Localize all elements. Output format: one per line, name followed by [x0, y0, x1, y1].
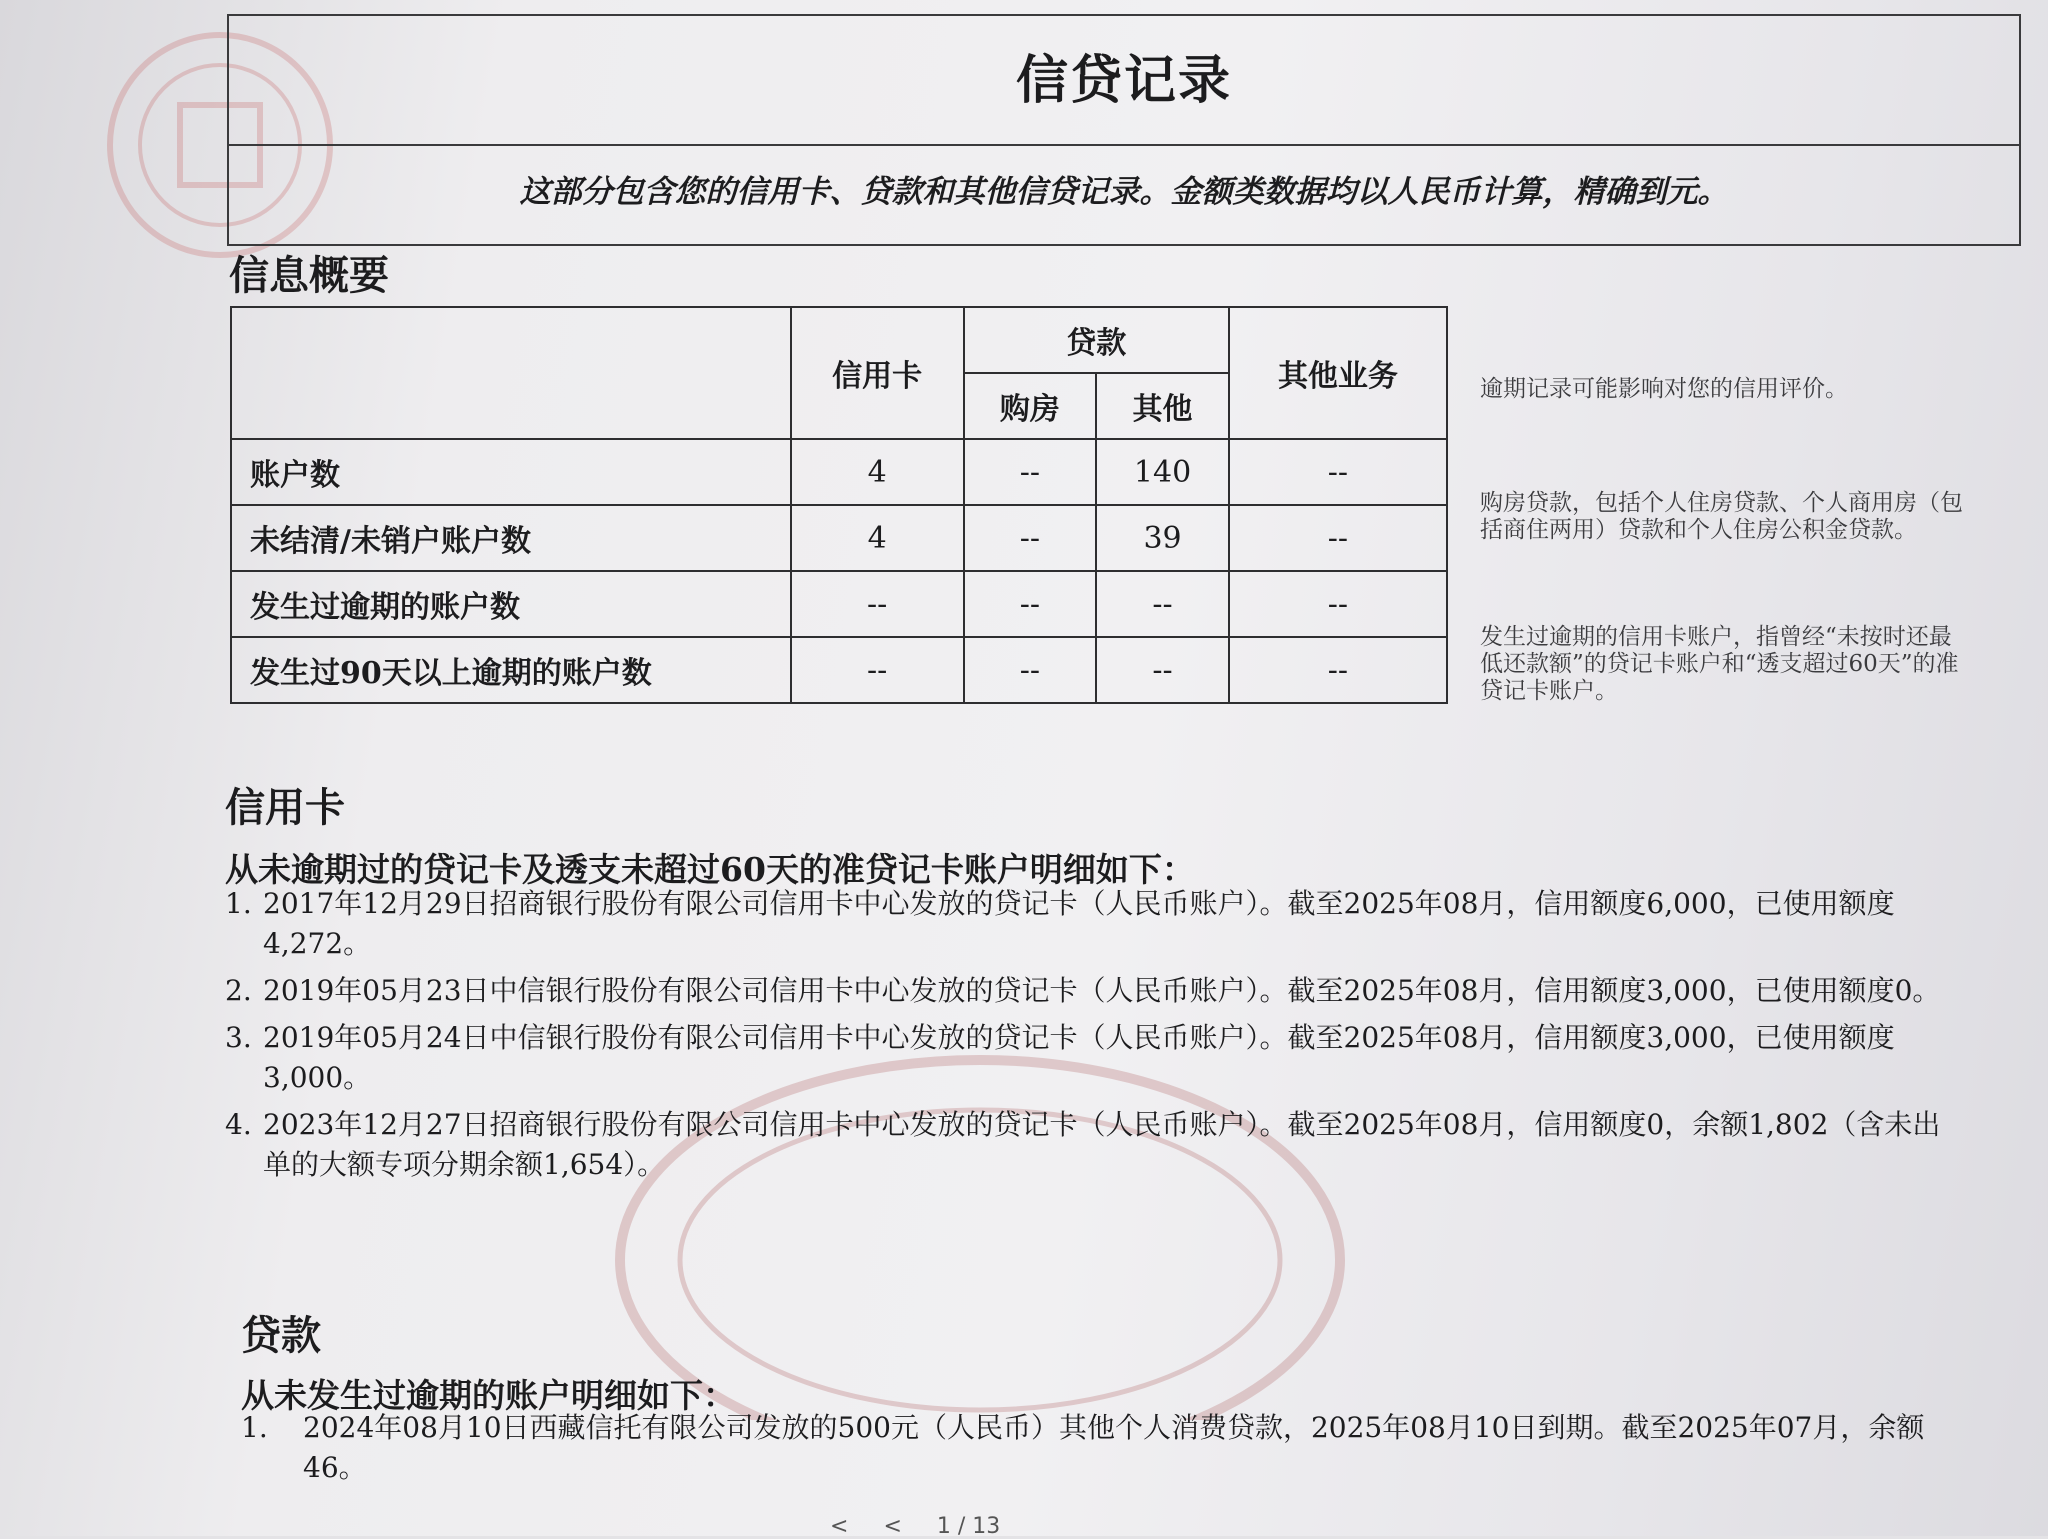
list-item — [225, 971, 1955, 1011]
table-row — [231, 637, 1447, 703]
cell-other-business: -- — [1229, 439, 1447, 505]
note-overdue-card: 发生过逾期的信用卡账户，指曾经“未按时还最低还款额”的贷记卡账户和“透支超过60天”的准贷记卡账户。 — [1480, 624, 1959, 704]
cell-housing: -- — [964, 637, 1097, 703]
item-number: 2. — [225, 974, 252, 1007]
item-number: 1. — [225, 887, 252, 920]
corner-cell — [231, 307, 791, 439]
loan-heading: 贷款 — [241, 1313, 321, 1359]
note-housing-loan: 购房贷款，包括个人住房贷款、个人商用房（包括商住两用）贷款和个人住房公积金贷款。 — [1480, 490, 1963, 543]
loan-list — [241, 1408, 1961, 1495]
cell-housing: -- — [964, 505, 1097, 571]
cell-other-business: -- — [1229, 571, 1447, 637]
title-divider — [229, 144, 2019, 146]
col-other-business: 其他业务 — [1229, 307, 1447, 439]
row-label: 发生过90天以上逾期的账户数 — [231, 637, 791, 703]
cell-other: 39 — [1096, 505, 1229, 571]
loan-subheading: 从未发生过逾期的账户明细如下： — [241, 1376, 736, 1415]
cell-other: -- — [1096, 637, 1229, 703]
item-text: 2019年05月23日中信银行股份有限公司信用卡中心发放的贷记卡（人民币账户）。截至2025年08月，信用额度3,000，已使用额度0。 — [263, 974, 1941, 1007]
list-item — [225, 1018, 1955, 1098]
col-housing: 购房 — [964, 373, 1097, 439]
cell-credit-card: -- — [791, 571, 964, 637]
summary-heading: 信息概要 — [229, 253, 389, 299]
list-item — [225, 884, 1955, 964]
col-loan: 贷款 — [964, 307, 1229, 373]
cell-other: -- — [1096, 571, 1229, 637]
col-other: 其他 — [1096, 373, 1229, 439]
item-number: 1. — [241, 1411, 268, 1444]
item-number: 3. — [225, 1021, 252, 1054]
credit-card-subheading: 从未逾期过的贷记卡及透支未超过60天的准贷记卡账户明细如下： — [225, 850, 1195, 889]
table-header-row — [231, 307, 1447, 373]
item-text: 2017年12月29日招商银行股份有限公司信用卡中心发放的贷记卡（人民币账户）。截至2025年08月，信用额度6,000，已使用额度4,272。 — [263, 887, 1895, 960]
page-indicator[interactable]: 1 / 13 — [936, 1514, 1001, 1539]
note-overdue: 逾期记录可能影响对您的信用评价。 — [1480, 376, 1848, 402]
page-subtitle: 这部分包含您的信用卡、贷款和其他信贷记录。金额类数据均以人民币计算，精确到元。 — [519, 174, 1729, 210]
cell-other-business: -- — [1229, 637, 1447, 703]
title-box — [227, 14, 2021, 246]
list-item — [225, 1105, 1955, 1185]
list-item — [241, 1408, 1961, 1488]
prev-button[interactable]: < — [883, 1514, 902, 1539]
table-row — [231, 505, 1447, 571]
cell-other-business: -- — [1229, 505, 1447, 571]
row-label: 发生过逾期的账户数 — [231, 571, 791, 637]
prev-page-button[interactable]: < — [830, 1514, 849, 1539]
item-text: 2023年12月27日招商银行股份有限公司信用卡中心发放的贷记卡（人民币账户）。截至2025年08月，信用额度0，余额1,802（含未出单的大额专项分期余额1,654）。 — [263, 1108, 1941, 1181]
table-row — [231, 571, 1447, 637]
credit-card-heading: 信用卡 — [225, 785, 345, 831]
table-row — [231, 439, 1447, 505]
row-label: 未结清/未销户账户数 — [231, 505, 791, 571]
cell-credit-card: 4 — [791, 505, 964, 571]
row-label: 账户数 — [231, 439, 791, 505]
item-number: 4. — [225, 1108, 252, 1141]
summary-table — [230, 306, 1448, 704]
pdf-pager — [830, 1514, 1028, 1539]
cell-other: 140 — [1096, 439, 1229, 505]
cell-housing: -- — [964, 571, 1097, 637]
credit-report-page — [225, 14, 2025, 1514]
cell-credit-card: -- — [791, 637, 964, 703]
page-title: 信贷记录 — [1015, 50, 1232, 111]
col-credit-card: 信用卡 — [791, 307, 964, 439]
credit-card-list — [225, 884, 1955, 1192]
item-text: 2024年08月10日西藏信托有限公司发放的500元（人民币）其他个人消费贷款，2025年08月10日到期。截至2025年07月，余额46。 — [303, 1411, 1925, 1484]
cell-housing: -- — [964, 439, 1097, 505]
item-text: 2019年05月24日中信银行股份有限公司信用卡中心发放的贷记卡（人民币账户）。截至2025年08月，信用额度3,000，已使用额度3,000。 — [263, 1021, 1895, 1094]
cell-credit-card: 4 — [791, 439, 964, 505]
